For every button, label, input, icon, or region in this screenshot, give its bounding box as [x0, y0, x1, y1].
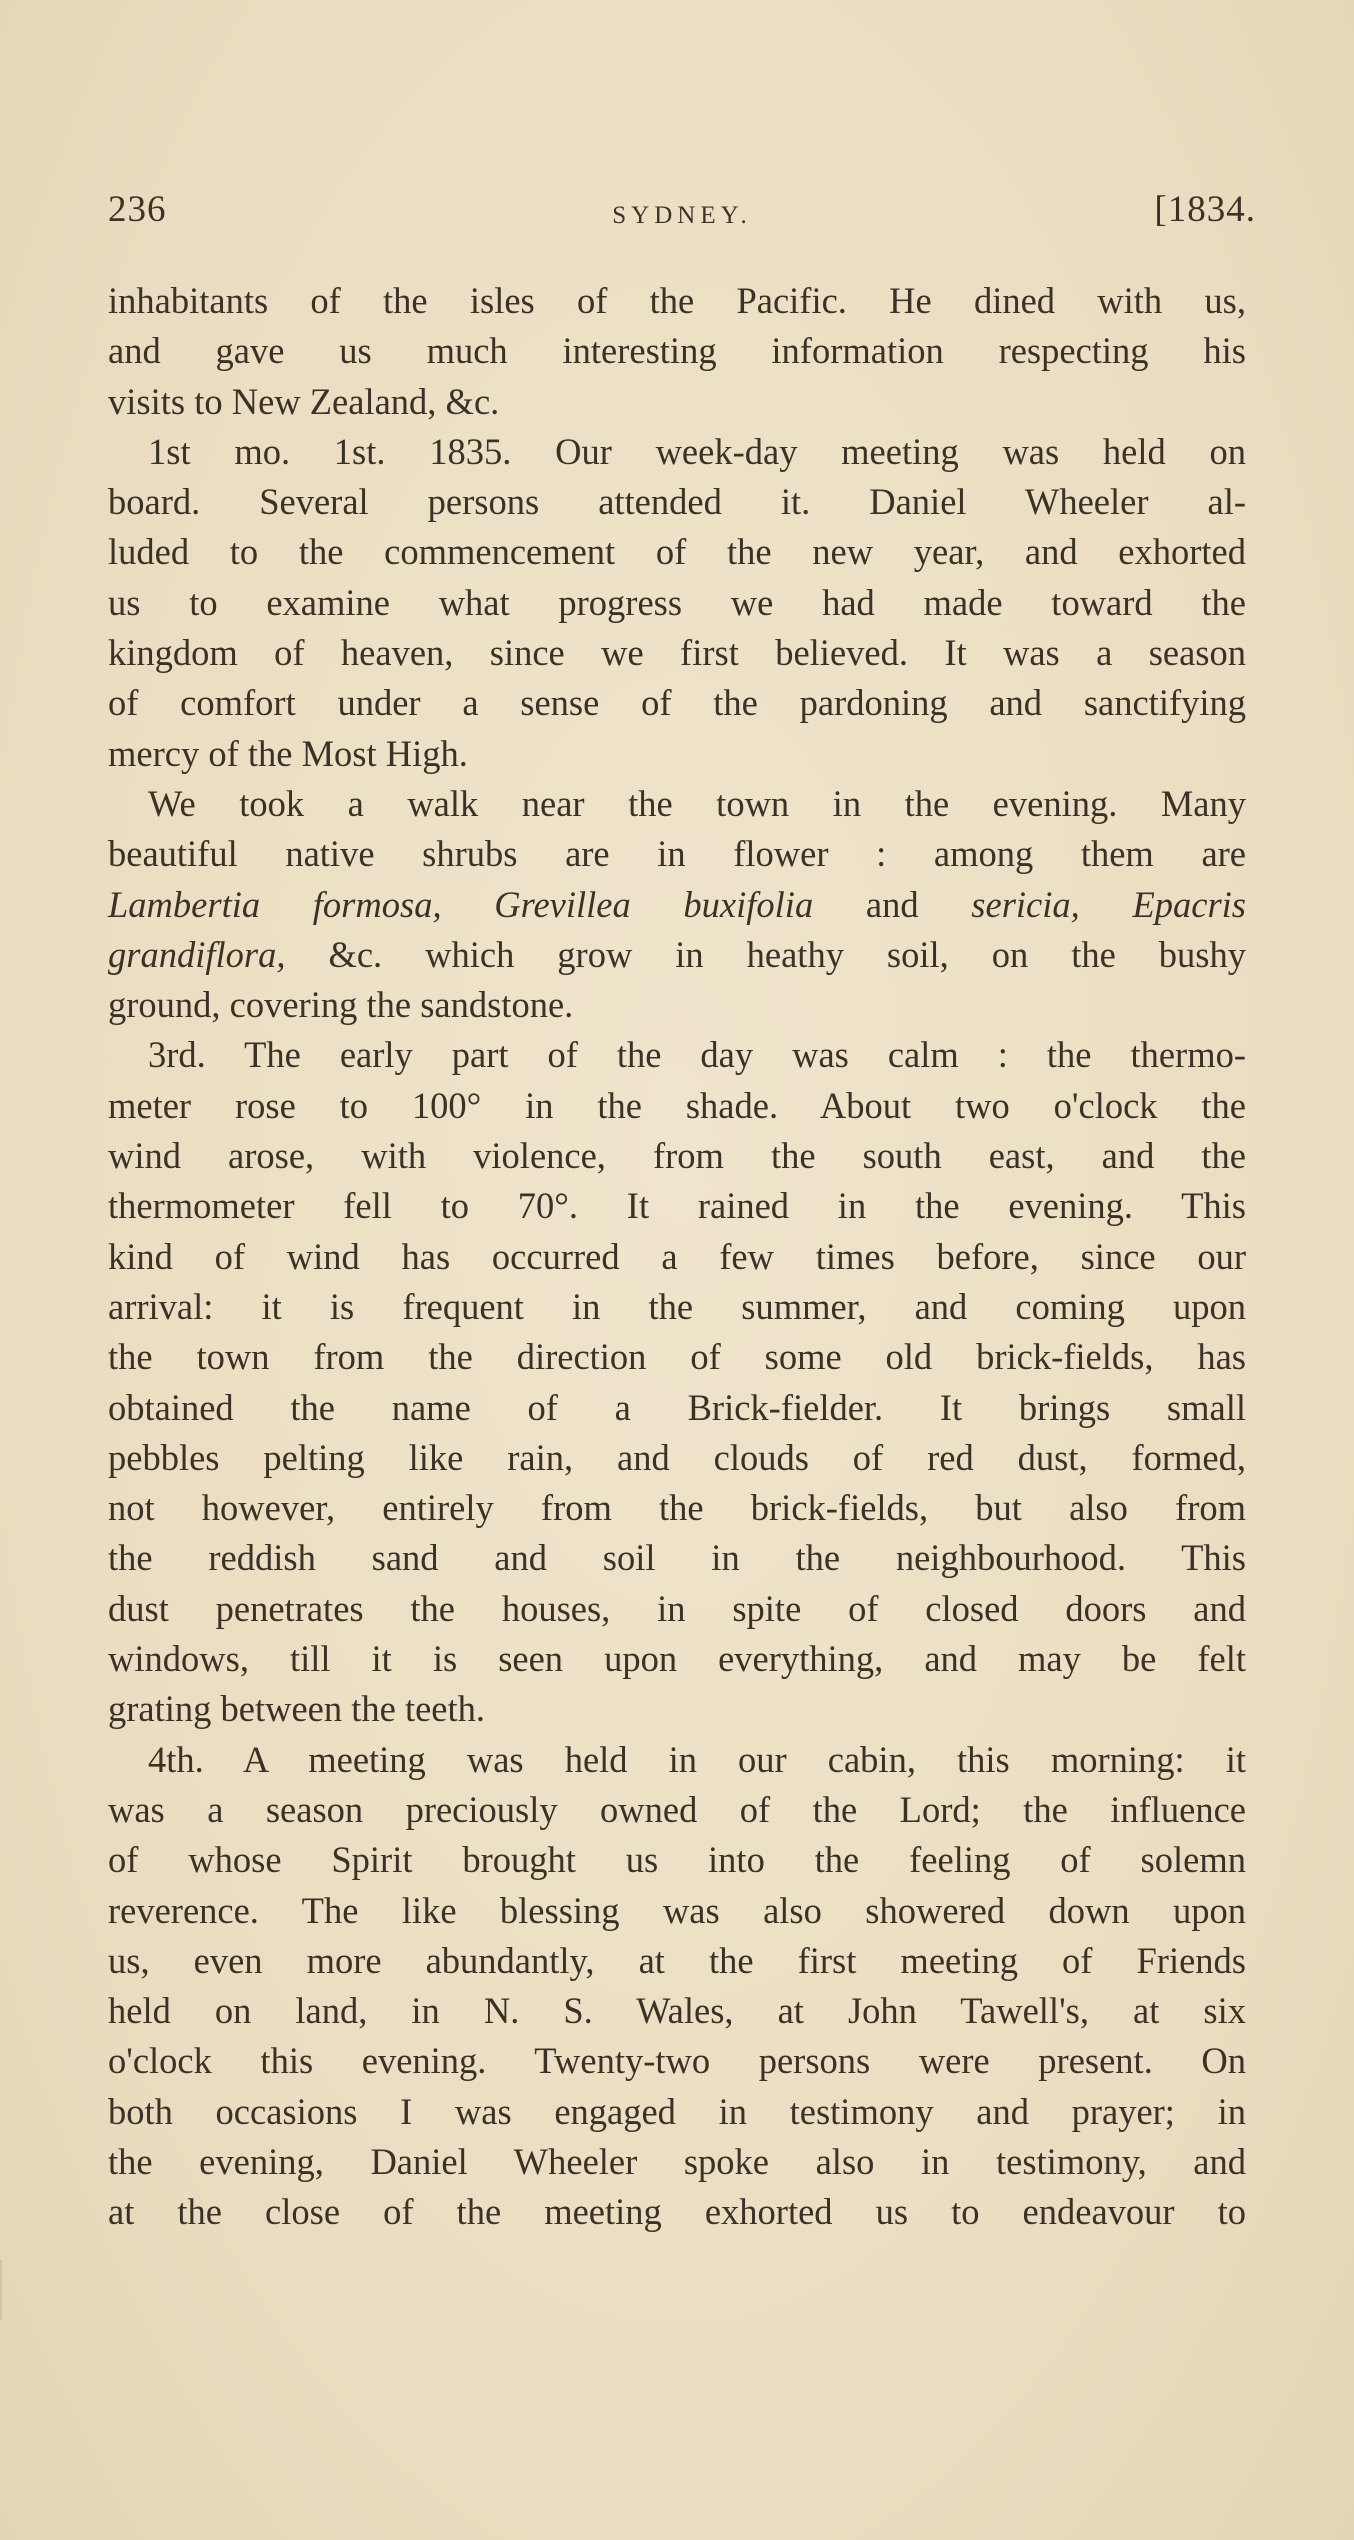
- species-name-3: grandiflora,: [108, 933, 286, 975]
- text-line: inhabitants of the isles of the Pacific. He dined with us,: [108, 280, 1246, 321]
- text-line: beautiful native shrubs are in flower : among them are: [108, 833, 1246, 875]
- text-line: was a season preciously owned of the Lord; the influence: [108, 1788, 1246, 1830]
- body-text: [108, 276, 1246, 2238]
- running-year: [1834.: [1154, 189, 1256, 230]
- text-line: visits to New Zealand, &c.: [108, 380, 500, 422]
- page-header: [108, 188, 1256, 248]
- text-line: and gave us much interesting information respecting his: [108, 330, 1246, 372]
- text-line: thermometer fell to 70°. It rained in the evening. This: [108, 1185, 1246, 1227]
- text-line: both occasions I was engaged in testimony and prayer; in: [108, 2090, 1246, 2132]
- text-line: o'clock this evening. Twenty-two persons were present. On: [108, 2040, 1246, 2082]
- conjunction: and: [813, 883, 972, 925]
- text-line: grating between the teeth.: [108, 1688, 486, 1730]
- text-line: the evening, Daniel Wheeler spoke also in testimony, and: [108, 2140, 1246, 2182]
- text-line: held on land, in N. S. Wales, at John Tawell's, at six: [108, 1990, 1246, 2032]
- page-edge-mark: [0, 2260, 2, 2320]
- text-line: luded to the commencement of the new year, and exhorted: [108, 531, 1246, 573]
- text-line: board. Several persons attended it. Daniel Wheeler al-: [108, 481, 1246, 523]
- text-line: reverence. The like blessing was also showered down upon: [108, 1889, 1246, 1931]
- text-line: the town from the direction of some old brick-fields, has: [108, 1336, 1246, 1378]
- text-line: pebbles pelting like rain, and clouds of red dust, formed,: [108, 1436, 1246, 1478]
- text-line: dust penetrates the houses, in spite of closed doors and: [108, 1587, 1246, 1629]
- text-line: at the close of the meeting exhorted us to endeavour to: [108, 2191, 1246, 2233]
- species-names-1: Lambertia formosa, Grevillea buxifolia: [108, 883, 814, 925]
- text-line: ground, covering the sandstone.: [108, 984, 574, 1026]
- text-line: the reddish sand and soil in the neighbourhood. This: [108, 1537, 1246, 1579]
- text-line: obtained the name of a Brick-fielder. It brings small: [108, 1386, 1246, 1428]
- text-line: 4th. A meeting was held in our cabin, this morning: it: [148, 1738, 1246, 1780]
- running-title: SYDNEY.: [612, 202, 752, 229]
- species-names-2: sericia, Epacris: [971, 883, 1246, 925]
- text-line: kind of wind has occurred a few times before, since our: [108, 1235, 1246, 1277]
- text-line: We took a walk near the town in the evening. Many: [148, 782, 1246, 824]
- text-line: windows, till it is seen upon everything, and may be felt: [108, 1638, 1246, 1680]
- text-line-species-cont: [108, 930, 1246, 980]
- text-line: of whose Spirit brought us into the feeling of solemn: [108, 1839, 1246, 1881]
- text-line: arrival: it is frequent in the summer, and coming upon: [108, 1285, 1246, 1327]
- text-line: not however, entirely from the brick-fields, but also from: [108, 1487, 1246, 1529]
- text-line: of comfort under a sense of the pardoning and sanctifying: [108, 682, 1246, 724]
- text-line: mercy of the Most High.: [108, 732, 468, 774]
- text-line-species: [108, 880, 1246, 930]
- text-line-rest: &c. which grow in heathy soil, on the bushy: [285, 933, 1246, 975]
- text-line: us to examine what progress we had made toward the: [108, 581, 1246, 623]
- text-line: kingdom of heaven, since we first believed. It was a season: [108, 632, 1246, 674]
- text-line: meter rose to 100° in the shade. About two o'clock the: [108, 1084, 1246, 1126]
- page-number: 236: [108, 189, 167, 230]
- text-line: us, even more abundantly, at the first meeting of Friends: [108, 1939, 1246, 1981]
- text-line: 3rd. The early part of the day was calm : the thermo-: [148, 1034, 1246, 1076]
- text-line: 1st mo. 1st. 1835. Our week-day meeting was held on: [148, 430, 1246, 472]
- text-line: wind arose, with violence, from the south east, and the: [108, 1135, 1246, 1177]
